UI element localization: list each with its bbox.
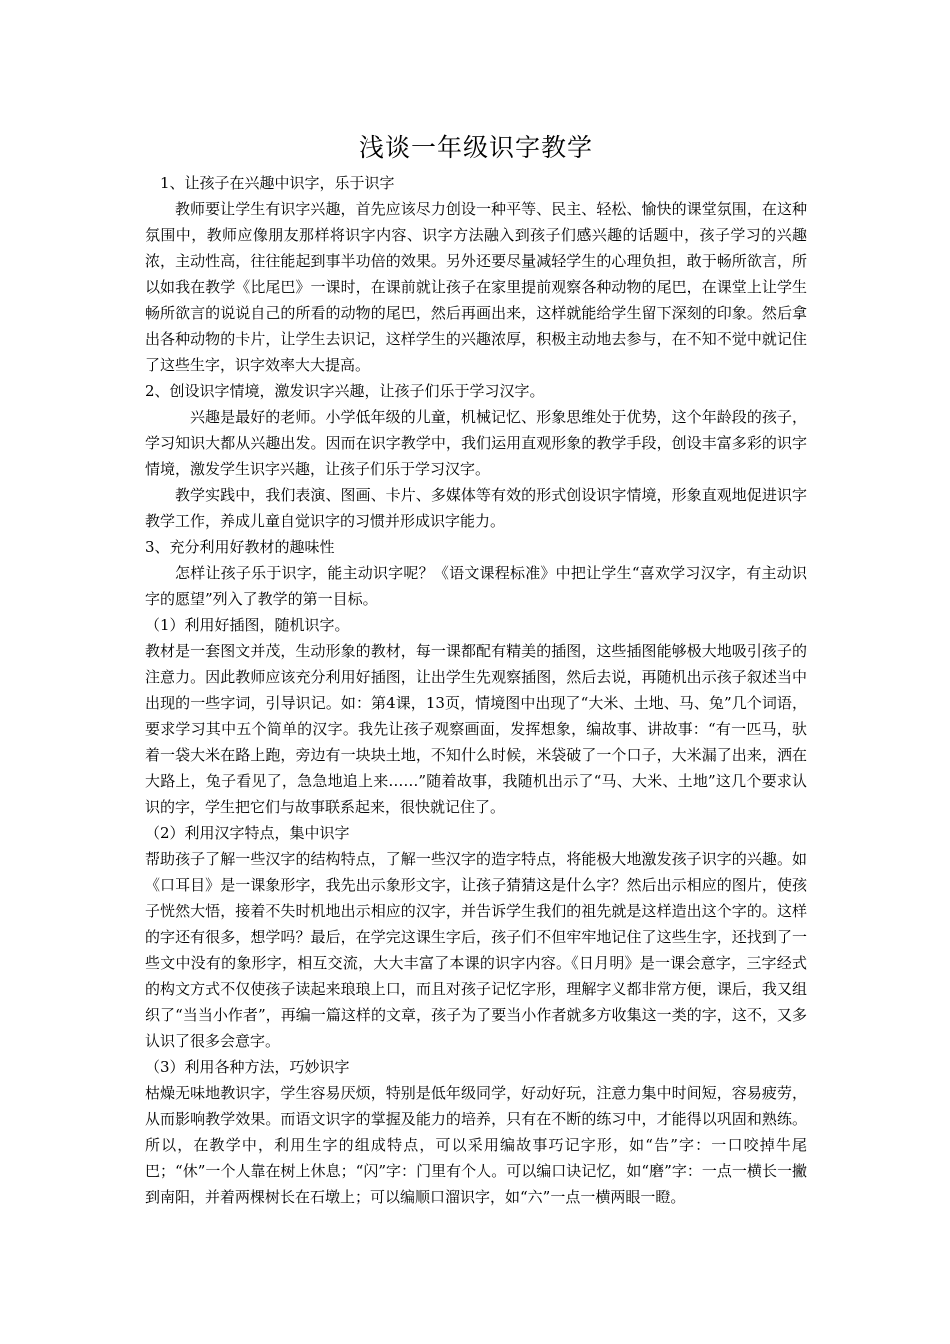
subsection-1-body: 教材是一套图文并茂，生动形象的教材，每一课都配有精美的插图，这些插图能够极大地吸引孩子的注意力。因此教师应该充分利用好插图，让出学生先观察插图，然后去说，再随机出示孩子叙述当中出现的一些字词，引导识记。如：第4课，13页，情境图中出现了“大米、土地、马、兔”几个词语，要求学习其中五个简单的汉字。我先让孩子观察画面，发挥想象，编故事、讲故事：“有一匹马，驮着一袋大米在路上跑，旁边有一块块土地，不知什么时候，米袋破了一个口子，大米漏了出来，洒在大路上，兔子看见了，急急地追上来……”随着故事，我随机出示了“马、大米、土地”这几个要求认识的字，学生把它们与故事联系起来，很快就记住了。 bbox=[145, 642, 807, 816]
subsection-3-body: 枯燥无味地教识字，学生容易厌烦，特别是低年级同学，好动好玩，注意力集中时间短，容易疲劳，从而影响教学效果。而语文识字的掌握及能力的培养，只有在不断的练习中，才能得以巩固和熟练。所以，在教学中，利用生字的组成特点，可以采用编故事巧记字形，如“告”字：一口咬掉牛尾巴；“休”一个人靠在树上休息；“闪”字：门里有个人。可以编口诀记忆，如“磨”字：一点一横长一撇到南阳，并着两棵树长在石墩上；可以编顺口溜识字，如“六”一点一横两眼一瞪。 bbox=[145, 1084, 807, 1206]
section-3-paragraph: 怎样让孩子乐于识字，能主动识字呢？《语文课程标准》中把让学生“喜欢学习汉字，有主动识字的愿望”列入了教学的第一目标。 bbox=[145, 564, 807, 608]
subsection-3-heading: （3）利用各种方法，巧妙识字 bbox=[145, 1058, 350, 1076]
section-2-heading: 2、创设识字情境，激发识字兴趣，让孩子们乐于学习汉字。 bbox=[145, 382, 545, 400]
section-3-heading: 3、充分利用好教材的趣味性 bbox=[145, 538, 335, 556]
document-page bbox=[145, 130, 807, 1210]
document-title: 浅谈一年级识字教学 bbox=[358, 133, 593, 162]
subsection-1-heading: （1）利用好插图，随机识字。 bbox=[145, 616, 350, 634]
section-1-heading: 1、让孩子在兴趣中识字，乐于识字 bbox=[160, 174, 395, 192]
section-2-paragraph-1: 兴趣是最好的老师。小学低年级的儿童，机械记忆、形象思维处于优势，这个年龄段的孩子，学习知识大都从兴趣出发。因而在识字教学中，我们运用直观形象的教学手段，创设丰富多彩的识字情境，激发学生识字兴趣，让孩子们乐于学习汉字。 bbox=[145, 408, 807, 478]
section-2-paragraph-2: 教学实践中，我们表演、图画、卡片、多媒体等有效的形式创设识字情境，形象直观地促进识字教学工作，养成儿童自觉识字的习惯并形成识字能力。 bbox=[145, 486, 807, 530]
subsection-2-body: 帮助孩子了解一些汉字的结构特点，了解一些汉字的造字特点，将能极大地激发孩子识字的兴趣。如《口耳目》是一课象形字，我先出示象形文字，让孩子猜猜这是什么字？然后出示相应的图片，使孩子恍然大悟，接着不失时机地出示相应的汉字，并告诉学生我们的祖先就是这样造出这个字的。这样的字还有很多，想学吗？最后，在学完这课生字后，孩子们不但牢牢地记住了这些生字，还找到了一些文中没有的象形字，相互交流，大大丰富了本课的识字内容。《日月明》是一课会意字，三字经式的构文方式不仅使孩子读起来琅琅上口，而且对孩子记忆字形，理解字义都非常方便，课后，我又组织了“当当小作者”，再编一篇这样的文章，孩子为了要当小作者就多方收集这一类的字，这不，又多认识了很多会意字。 bbox=[145, 850, 807, 1050]
subsection-2-heading: （2）利用汉字特点，集中识字 bbox=[145, 824, 350, 842]
section-1-paragraph: 教师要让学生有识字兴趣，首先应该尽力创设一种平等、民主、轻松、愉快的课堂氛围，在这种氛围中，教师应像朋友那样将识字内容、识字方法融入到孩子们感兴趣的话题中，孩子学习的兴趣浓，主动性高，往往能起到事半功倍的效果。另外还要尽量减轻学生的心理负担，敢于畅所欲言，所以如我在教学《比尾巴》一课时，在课前就让孩子在家里提前观察各种动物的尾巴，在课堂上让学生畅所欲言的说说自己的所看的动物的尾巴，然后再画出来，这样就能给学生留下深刻的印象。然后拿出各种动物的卡片，让学生去识记，这样学生的兴趣浓厚，积极主动地去参与，在不知不觉中就记住了这些生字，识字效率大大提高。 bbox=[145, 200, 807, 374]
